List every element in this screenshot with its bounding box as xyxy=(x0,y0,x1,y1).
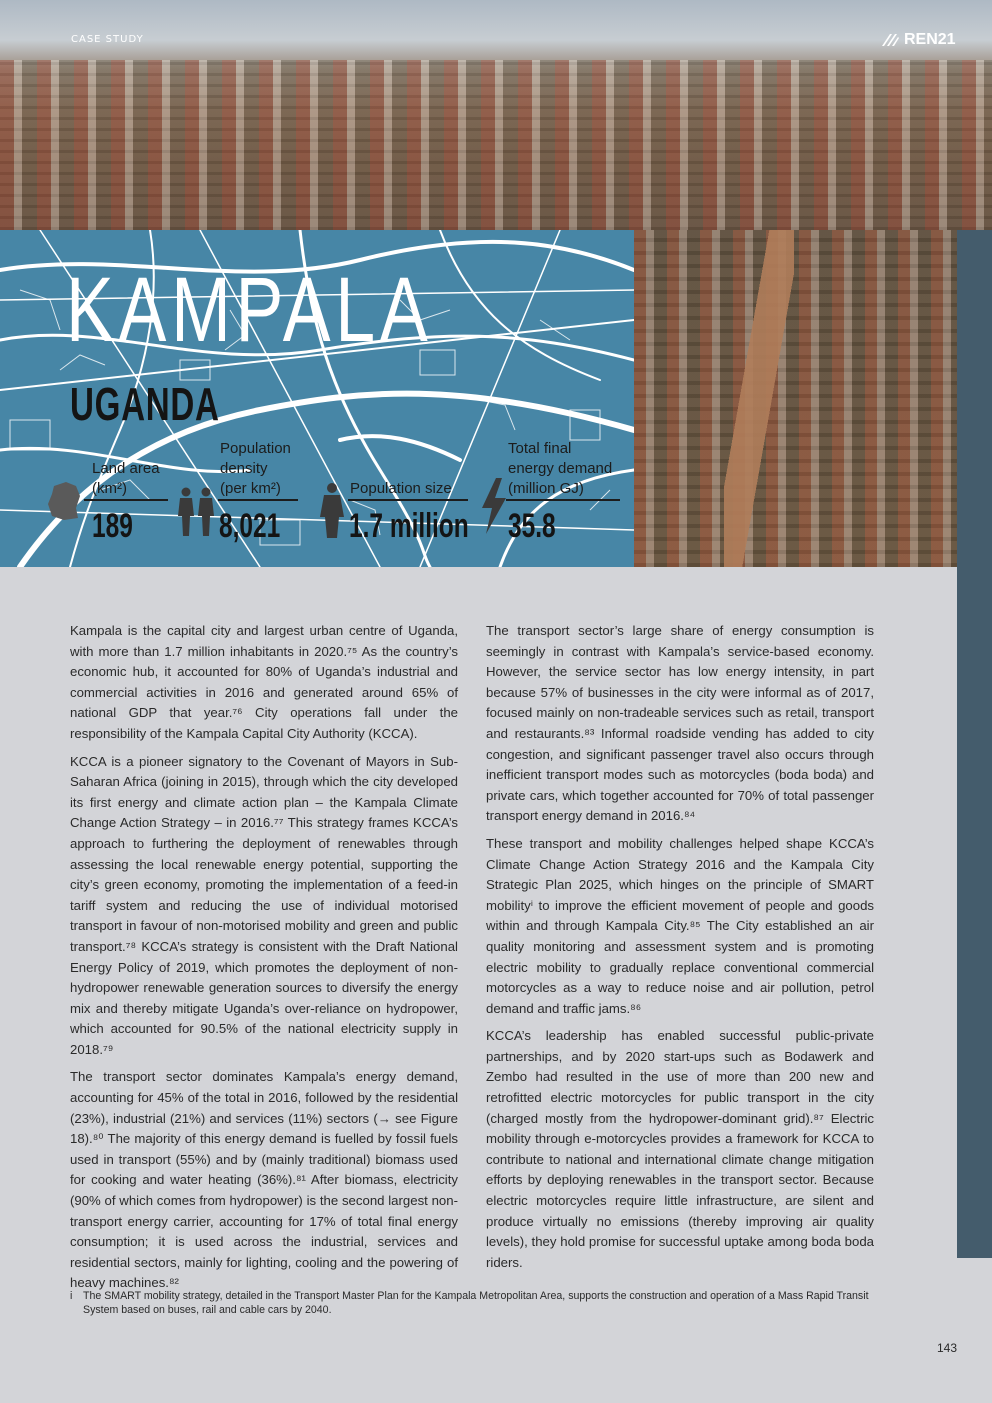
page-number: 143 xyxy=(937,1341,958,1355)
energy-demand-rule xyxy=(506,499,620,501)
footnote-text: The SMART mobility strategy, detailed in the Transport Master Plan for the Kampala Metropolitan Area, supports the construction and operation of a Mass Rapid Transit System based on buses, rail and cable cars by 2040. xyxy=(83,1290,869,1316)
paragraph: KCCA is a pioneer signatory to the Covenant of Mayors in Sub-Saharan Africa (joining in 2015), through which the city developed its first energy and climate action plan – the Kampala Climate Change Action Strategy – in 2016.⁷⁷ This strategy frames KCCA’s approach to furthering the deployment of renewables through assessing the local renewable energy potential, supporting the city’s green economy, promoting the implementation of a feed-in tariff system and reducing the use of individual motorised transport in favour of non-motorised mobility and green and public transport.⁷⁸ KCCA’s strategy is consistent with the Draft National Energy Policy of 2019, which promotes the deployment of non-hydropower renewable generation sources to diversify the energy mix and thereby mitigate Uganda’s over-reliance on hydropower, which accounted for 90.5% of the national electricity supply in 2018.⁷⁹ xyxy=(70,753,458,1057)
population-density-rule xyxy=(218,499,298,501)
body-column-right xyxy=(486,621,874,1280)
population-density-label: Population density (per km²) xyxy=(220,440,291,497)
energy-demand-value: 35.8 xyxy=(508,507,556,545)
paragraph: These transport and mobility challenges helped shape KCCA’s Climate Change Action Strategy 2016 and the Kampala City Strategic Plan 2025, which hinges on the principle of SMART mobilityⁱ to improve the efficient movement of people and goods within and through Kampala City.⁸⁵ The City established an air quality monitoring and assessment system and is promoting electric mobility to gradually replace conventional commercial motorcycles as a way to reduce noise and air pollution, petrol demand and traffic jams.⁸⁶ xyxy=(486,835,874,1016)
population-size-value: 1.7 million xyxy=(349,507,469,545)
body-column-left xyxy=(70,621,458,1301)
paragraph: Kampala is the capital city and largest urban centre of Uganda, with more than 1.7 million inhabitants in 2020.⁷⁵ As the country’s economic hub, it accounted for 80% of Uganda’s industrial and commercial activities in 2016 and generated around 65% of national GDP that year.⁷⁶ City operations fall under the responsibility of the Kampala Capital City Authority (KCCA). xyxy=(70,623,458,741)
population-size-rule xyxy=(348,499,468,501)
road-texture xyxy=(724,230,794,567)
lightning-icon xyxy=(478,478,508,534)
ren21-logo xyxy=(880,31,956,49)
population-size-label: Population size xyxy=(350,480,452,497)
country-title: UGANDA xyxy=(70,378,220,430)
paragraph: The transport sector’s large share of energy consumption is seemingly in contrast with Kampala’s service-based economy. However, the service sector has low energy intensity, in part because 57% of businesses in the city were informal as of 2017, focused mainly on non-tradeable services such as retail, transport and restaurants.⁸³ Informal roadside vending has added to city congestion, and significant passenger travel also occurs through inefficient transport modes such as motorcycles (boda boda) and private cars, which together accounted for 70% of total passenger transport energy demand in 2016.⁸⁴ xyxy=(486,623,874,824)
population-density-value: 8,021 xyxy=(219,507,281,545)
person-icon xyxy=(316,482,348,540)
land-area-label: Land area (km²) xyxy=(92,460,160,497)
city-title: KAMPALA xyxy=(66,259,433,361)
logo-text: REN21 xyxy=(904,31,956,48)
land-area-value: 189 xyxy=(92,507,133,545)
paragraph: KCCA’s leadership has enabled successful public-private partnerships, and by 2020 start-ups such as Bodawerk and Zembo had resulted in the use of more than 200 new and retrofitted electric motorcycles for public transport in the city (charged mostly from the hydropower-dominant grid).⁸⁷ Electric mobility through e-motorcycles provides a framework for KCCA to contribute to national and international climate change mitigation efforts by deploying renewables in the transport sector. Because electric motorcycles require little infrastructure, are silent and produce virtually no emissions (thereby improving air quality levels), they hold promise for successful uptake among boda boda riders. xyxy=(486,1028,874,1270)
map-outline-icon xyxy=(46,480,82,522)
energy-demand-label: Total final energy demand (million GJ) xyxy=(508,440,613,497)
section-label: CASE STUDY xyxy=(71,34,144,45)
paragraph: The transport sector dominates Kampala’s energy demand, accounting for 45% of the total in 2016, followed by the residential (23%), industrial (21%) and services (11%) sectors (→ see Figure 18).⁸⁰ The majority of this energy demand is fuelled by fossil fuels used in transport (55%) and by (mainly traditional) biomass used for cooking and water heating (36%).⁸¹ After biomass, electricity (90% of which comes from hydropower) is the second largest non-transport energy carrier, accounting for 17% of total final energy consumption; it is used across the industrial, services and residential sectors, mainly for lighting, cooling and the powering of heavy machines.⁸² xyxy=(70,1069,458,1291)
city-panorama-photo xyxy=(0,0,992,230)
footnote xyxy=(70,1289,870,1317)
footnote-marker: i xyxy=(70,1290,73,1302)
side-accent-bar xyxy=(957,230,992,1258)
rooftops-texture xyxy=(0,60,992,230)
ren21-logo-icon xyxy=(880,32,900,48)
street-photo xyxy=(634,230,957,567)
people-icon xyxy=(174,486,220,538)
land-area-rule xyxy=(84,499,168,501)
